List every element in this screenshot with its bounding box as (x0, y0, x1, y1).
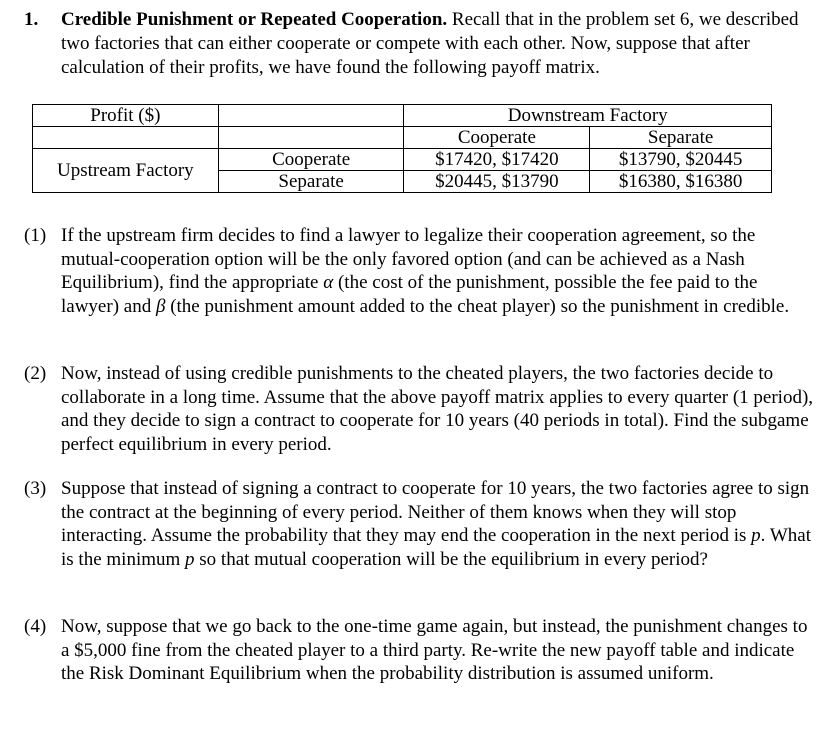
part-number: (3) (24, 478, 47, 499)
payoff-cell: $16380, $16380 (590, 171, 772, 193)
p-symbol: p (185, 548, 195, 570)
column-header-cooperate: Cooperate (404, 127, 590, 149)
payoff-cell: $20445, $13790 (404, 171, 590, 193)
part-text-segment: Suppose that instead of signing a contract to cooperate for 10 years, the two factories agree to sign the contract at the beginning of every period. Neither of them knows when they will stop interacting. Assume the probability that they may end the cooperation in the next period is (61, 478, 810, 546)
column-header-separate: Separate (590, 127, 772, 149)
table-row (33, 127, 772, 149)
row-label-cooperate: Cooperate (218, 149, 404, 171)
table-corner-label: Profit ($) (33, 105, 219, 127)
part-2 (24, 362, 814, 456)
payoff-cell: $13790, $20445 (590, 149, 772, 171)
part-number: (2) (24, 363, 47, 384)
alpha-symbol: α (323, 272, 334, 293)
row-label-separate: Separate (218, 171, 404, 193)
payoff-matrix-table (32, 104, 772, 193)
part-text (61, 224, 814, 318)
question-number: 1. (24, 9, 39, 30)
part-text: Now, suppose that we go back to the one-time game again, but instead, the punishment changes to a $5,000 fine from the cheated player to a third party. Re-write the new payoff table and indicate the Risk Dominant Equilibrium when the probability distribution is assumed uniform. (61, 616, 808, 684)
part-text: Now, instead of using credible punishments to the cheated players, the two factories decide to collaborate in a long time. Assume that the above payoff matrix applies to every quarter (1 period), and they decide to sign a contract to cooperate for 10 years (40 periods in total). Find the subgame perfect equilibrium in every period. (61, 363, 814, 455)
payoff-cell: $17420, $17420 (404, 149, 590, 171)
column-group-label: Downstream Factory (404, 105, 772, 127)
table-row (33, 149, 772, 171)
part-text (61, 477, 814, 571)
question-intro: Recall that in the problem set 6, we described two factories that can either cooperate or compete with each other. Now, suppose that after calculation of their profits, we have found the following payoff matrix. (61, 9, 799, 78)
part-text-segment: so that mutual cooperation will be the equilibrium in every period? (194, 548, 708, 570)
part-number: (1) (24, 225, 47, 246)
part-text-segment: . What is the minimum (61, 525, 811, 570)
table-row (33, 105, 772, 127)
part-4 (24, 615, 814, 686)
part-number: (4) (24, 616, 47, 637)
table-empty-cell (33, 127, 219, 149)
beta-symbol: β (155, 295, 166, 317)
question-title: Credible Punishment or Repeated Cooperation. (61, 9, 448, 30)
part-3 (24, 477, 814, 571)
table-empty-cell (218, 127, 404, 149)
part-text-segment: (the punishment amount added to the cheat player) so the punishment in credible. (165, 295, 790, 317)
question-header (24, 8, 814, 80)
row-group-label: Upstream Factory (33, 149, 219, 193)
part-1 (24, 224, 814, 318)
table-empty-cell (218, 105, 404, 127)
part-text-segment: (the cost of the punishment, possible the fee paid to the lawyer) and (61, 272, 758, 317)
p-symbol: p (751, 525, 761, 546)
part-text-segment: If the upstream firm decides to find a lawyer to legalize their cooperation agreement, so the mutual-cooperation option will be the only favored option (and can be achieved as a Nash Equilibrium), find the appropriate (61, 225, 756, 293)
question-intro-paragraph (61, 8, 814, 80)
